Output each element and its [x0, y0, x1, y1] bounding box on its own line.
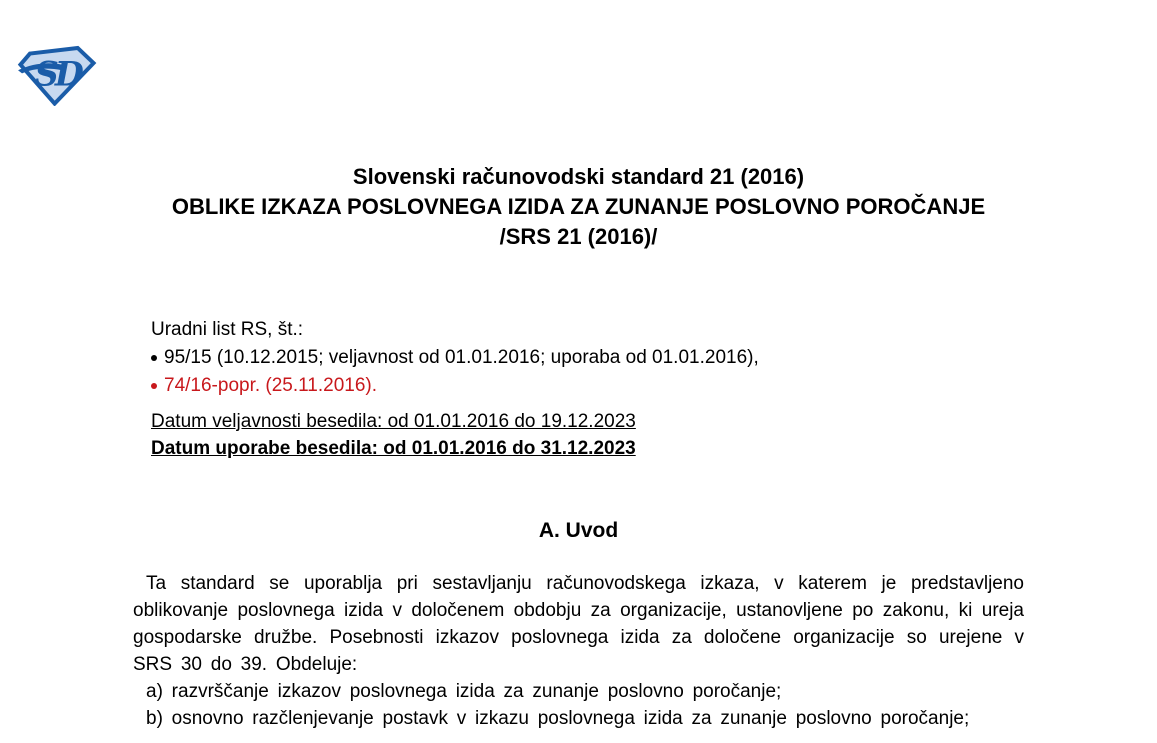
bullet-icon — [151, 383, 157, 389]
section-heading: A. Uvod — [538, 519, 619, 542]
validity-date-line: Datum veljavnosti besedila: od 01.01.2016 do 19.12.2023 — [151, 411, 636, 432]
gazette-item-text: 95/15 (10.12.2015; veljavnost od 01.01.2016; uporaba od 01.01.2016), — [164, 347, 759, 368]
intro-paragraph: Ta standard se uporablja pri sestavljanju računovodskega izkaza, v katerem je predstavljeno oblikovanje poslovnega izida v določenem obdobju za organizacije, ustanovljene po zakonu, ki ureja gospodarske družbe. Posebnosti izkazov poslovnega izida za določene organizacije so urejene v SRS 30 do 39. Obdeluje: — [133, 573, 1024, 675]
logo-letters: SD — [34, 54, 80, 94]
bullet-icon — [151, 355, 157, 361]
gazette-item — [151, 344, 1011, 372]
list-item-b: b) osnovno razčlenjevanje postavk v izkazu poslovnega izida za zunanje poslovno poročanje; — [146, 708, 970, 729]
gazette-item-text: 74/16-popr. (25.11.2016). — [164, 375, 378, 396]
list-item-a: a) razvrščanje izkazov poslovnega izida za zunanje poslovno poročanje; — [146, 681, 782, 702]
usage-date-line: Datum uporabe besedila: od 01.01.2016 do 31.12.2023 — [151, 438, 636, 459]
title-line-subject: OBLIKE IZKAZA POSLOVNEGA IZIDA ZA ZUNANJE POSLOVNO POROČANJE — [171, 194, 986, 219]
title-line-standard: Slovenski računovodski standard 21 (2016) — [352, 164, 805, 189]
sd-shield-logo-icon — [16, 44, 98, 106]
document-title — [133, 162, 1024, 252]
gazette-item — [151, 372, 1011, 400]
section-body — [133, 570, 1024, 732]
gazette-label: Uradni list RS, št.: — [151, 319, 304, 340]
validity-block — [151, 408, 1011, 462]
gazette-block — [151, 316, 1011, 400]
title-line-code: /SRS 21 (2016)/ — [499, 224, 658, 249]
